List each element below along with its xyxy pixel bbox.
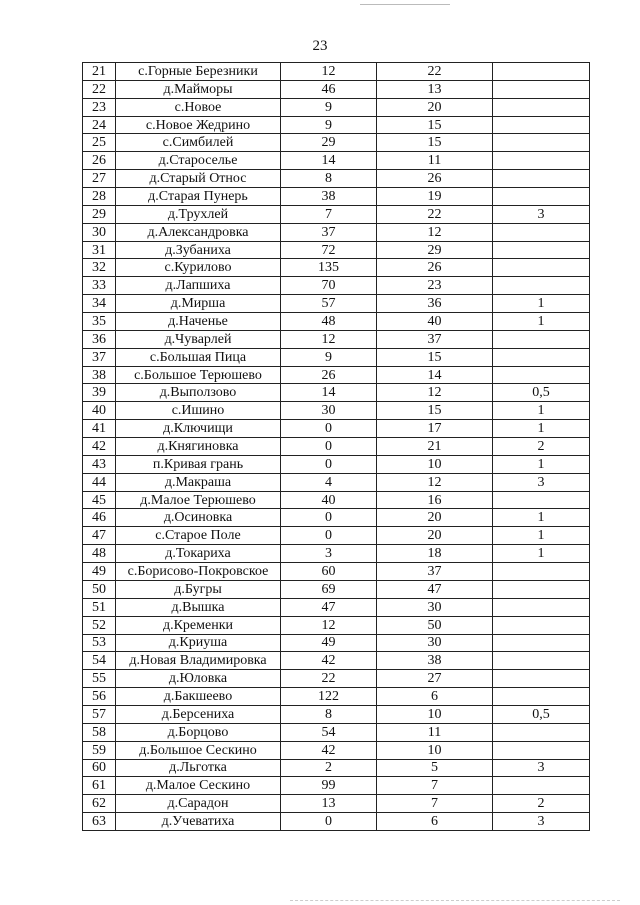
value-col3-cell: 42: [281, 741, 377, 759]
row-number-cell: 59: [83, 741, 116, 759]
value-col4-cell: 20: [377, 527, 493, 545]
row-number-cell: 56: [83, 688, 116, 706]
value-col4-cell: 10: [377, 705, 493, 723]
settlement-name-cell: д.Старый Относ: [116, 170, 281, 188]
table-row: [83, 777, 590, 795]
value-col5-cell: 0,5: [493, 384, 590, 402]
value-col5-cell: [493, 152, 590, 170]
value-col4-cell: 6: [377, 688, 493, 706]
value-col3-cell: 0: [281, 813, 377, 831]
table-row: [83, 188, 590, 206]
value-col3-cell: 12: [281, 616, 377, 634]
row-number-cell: 48: [83, 545, 116, 563]
row-number-cell: 60: [83, 759, 116, 777]
row-number-cell: 46: [83, 509, 116, 527]
table-row: [83, 688, 590, 706]
settlement-name-cell: д.Учеватиха: [116, 813, 281, 831]
table-row: [83, 563, 590, 581]
row-number-cell: 58: [83, 723, 116, 741]
value-col3-cell: 22: [281, 670, 377, 688]
settlement-name-cell: с.Горные Березники: [116, 63, 281, 81]
value-col4-cell: 22: [377, 63, 493, 81]
table-body: [83, 63, 590, 831]
table-row: [83, 259, 590, 277]
table-row: [83, 741, 590, 759]
table-row: [83, 527, 590, 545]
value-col5-cell: 1: [493, 509, 590, 527]
row-number-cell: 39: [83, 384, 116, 402]
row-number-cell: 45: [83, 491, 116, 509]
value-col5-cell: [493, 688, 590, 706]
value-col5-cell: 2: [493, 795, 590, 813]
value-col5-cell: 1: [493, 295, 590, 313]
settlement-name-cell: д.Борцово: [116, 723, 281, 741]
row-number-cell: 35: [83, 313, 116, 331]
value-col3-cell: 69: [281, 580, 377, 598]
scan-artifact-line: [360, 4, 450, 5]
table-row: [83, 241, 590, 259]
table-row: [83, 134, 590, 152]
value-col5-cell: [493, 259, 590, 277]
value-col5-cell: [493, 134, 590, 152]
value-col5-cell: [493, 491, 590, 509]
row-number-cell: 33: [83, 277, 116, 295]
value-col3-cell: 12: [281, 63, 377, 81]
value-col4-cell: 13: [377, 80, 493, 98]
value-col4-cell: 12: [377, 223, 493, 241]
value-col4-cell: 21: [377, 438, 493, 456]
value-col3-cell: 37: [281, 223, 377, 241]
table-row: [83, 634, 590, 652]
value-col5-cell: [493, 652, 590, 670]
table-row: [83, 491, 590, 509]
value-col4-cell: 19: [377, 188, 493, 206]
row-number-cell: 51: [83, 598, 116, 616]
settlements-table: [82, 62, 590, 831]
value-col4-cell: 10: [377, 741, 493, 759]
row-number-cell: 44: [83, 473, 116, 491]
value-col5-cell: [493, 616, 590, 634]
table-row: [83, 545, 590, 563]
value-col4-cell: 38: [377, 652, 493, 670]
value-col5-cell: 3: [493, 473, 590, 491]
value-col4-cell: 11: [377, 152, 493, 170]
value-col3-cell: 54: [281, 723, 377, 741]
row-number-cell: 62: [83, 795, 116, 813]
table-row: [83, 63, 590, 81]
table-row: [83, 473, 590, 491]
table-row: [83, 80, 590, 98]
value-col4-cell: 30: [377, 598, 493, 616]
row-number-cell: 47: [83, 527, 116, 545]
table-row: [83, 98, 590, 116]
value-col3-cell: 8: [281, 705, 377, 723]
table-row: [83, 705, 590, 723]
table-row: [83, 295, 590, 313]
row-number-cell: 27: [83, 170, 116, 188]
value-col4-cell: 10: [377, 455, 493, 473]
value-col3-cell: 72: [281, 241, 377, 259]
settlement-name-cell: д.Малое Терюшево: [116, 491, 281, 509]
settlement-name-cell: д.Новая Владимировка: [116, 652, 281, 670]
table-row: [83, 455, 590, 473]
value-col4-cell: 15: [377, 134, 493, 152]
row-number-cell: 37: [83, 348, 116, 366]
value-col5-cell: [493, 598, 590, 616]
row-number-cell: 23: [83, 98, 116, 116]
row-number-cell: 50: [83, 580, 116, 598]
value-col5-cell: [493, 330, 590, 348]
value-col3-cell: 14: [281, 384, 377, 402]
table-row: [83, 759, 590, 777]
value-col4-cell: 20: [377, 509, 493, 527]
row-number-cell: 22: [83, 80, 116, 98]
value-col5-cell: [493, 170, 590, 188]
value-col3-cell: 70: [281, 277, 377, 295]
settlement-name-cell: д.Трухлей: [116, 205, 281, 223]
value-col5-cell: 1: [493, 313, 590, 331]
settlement-name-cell: д.Вышка: [116, 598, 281, 616]
settlement-name-cell: д.Княгиновка: [116, 438, 281, 456]
value-col4-cell: 18: [377, 545, 493, 563]
value-col4-cell: 16: [377, 491, 493, 509]
table-row: [83, 580, 590, 598]
settlement-name-cell: д.Сарадон: [116, 795, 281, 813]
table-row: [83, 170, 590, 188]
value-col5-cell: [493, 277, 590, 295]
value-col5-cell: [493, 188, 590, 206]
settlement-name-cell: д.Кременки: [116, 616, 281, 634]
value-col3-cell: 9: [281, 348, 377, 366]
value-col3-cell: 14: [281, 152, 377, 170]
row-number-cell: 31: [83, 241, 116, 259]
value-col5-cell: [493, 348, 590, 366]
settlement-name-cell: д.Макраша: [116, 473, 281, 491]
value-col5-cell: [493, 777, 590, 795]
value-col3-cell: 40: [281, 491, 377, 509]
table-row: [83, 384, 590, 402]
value-col4-cell: 14: [377, 366, 493, 384]
row-number-cell: 57: [83, 705, 116, 723]
value-col4-cell: 20: [377, 98, 493, 116]
table-row: [83, 795, 590, 813]
row-number-cell: 34: [83, 295, 116, 313]
table-row: [83, 277, 590, 295]
value-col5-cell: [493, 563, 590, 581]
value-col4-cell: 7: [377, 795, 493, 813]
value-col5-cell: 3: [493, 813, 590, 831]
table-row: [83, 313, 590, 331]
value-col3-cell: 122: [281, 688, 377, 706]
settlement-name-cell: д.Мирша: [116, 295, 281, 313]
settlement-name-cell: д.Выползово: [116, 384, 281, 402]
settlement-name-cell: д.Лапшиха: [116, 277, 281, 295]
table-row: [83, 723, 590, 741]
settlement-name-cell: д.Льготка: [116, 759, 281, 777]
table-row: [83, 366, 590, 384]
settlement-name-cell: с.Ишино: [116, 402, 281, 420]
row-number-cell: 53: [83, 634, 116, 652]
value-col4-cell: 37: [377, 563, 493, 581]
value-col5-cell: 1: [493, 527, 590, 545]
value-col4-cell: 29: [377, 241, 493, 259]
value-col3-cell: 47: [281, 598, 377, 616]
value-col3-cell: 8: [281, 170, 377, 188]
value-col4-cell: 47: [377, 580, 493, 598]
settlement-name-cell: с.Большая Пица: [116, 348, 281, 366]
settlement-name-cell: с.Борисово-Покровское: [116, 563, 281, 581]
row-number-cell: 40: [83, 402, 116, 420]
row-number-cell: 24: [83, 116, 116, 134]
settlement-name-cell: д.Криуша: [116, 634, 281, 652]
value-col3-cell: 9: [281, 116, 377, 134]
value-col3-cell: 3: [281, 545, 377, 563]
value-col5-cell: [493, 80, 590, 98]
value-col4-cell: 36: [377, 295, 493, 313]
value-col5-cell: 1: [493, 545, 590, 563]
value-col3-cell: 48: [281, 313, 377, 331]
value-col5-cell: [493, 741, 590, 759]
value-col3-cell: 7: [281, 205, 377, 223]
table-row: [83, 116, 590, 134]
page-number: 23: [312, 38, 328, 54]
value-col4-cell: 37: [377, 330, 493, 348]
table-row: [83, 152, 590, 170]
table-row: [83, 598, 590, 616]
value-col3-cell: 13: [281, 795, 377, 813]
settlement-name-cell: с.Старое Поле: [116, 527, 281, 545]
row-number-cell: 38: [83, 366, 116, 384]
table-row: [83, 205, 590, 223]
value-col5-cell: 1: [493, 420, 590, 438]
settlement-name-cell: д.Осиновка: [116, 509, 281, 527]
value-col3-cell: 0: [281, 509, 377, 527]
value-col3-cell: 42: [281, 652, 377, 670]
row-number-cell: 49: [83, 563, 116, 581]
value-col3-cell: 9: [281, 98, 377, 116]
value-col3-cell: 135: [281, 259, 377, 277]
row-number-cell: 26: [83, 152, 116, 170]
value-col3-cell: 57: [281, 295, 377, 313]
row-number-cell: 52: [83, 616, 116, 634]
settlement-name-cell: д.Большое Сескино: [116, 741, 281, 759]
value-col3-cell: 0: [281, 420, 377, 438]
value-col5-cell: [493, 116, 590, 134]
settlement-name-cell: д.Майморы: [116, 80, 281, 98]
value-col3-cell: 0: [281, 455, 377, 473]
row-number-cell: 61: [83, 777, 116, 795]
value-col5-cell: 0,5: [493, 705, 590, 723]
value-col3-cell: 26: [281, 366, 377, 384]
value-col4-cell: 11: [377, 723, 493, 741]
value-col4-cell: 6: [377, 813, 493, 831]
value-col5-cell: 3: [493, 205, 590, 223]
value-col3-cell: 49: [281, 634, 377, 652]
settlement-name-cell: с.Большое Терюшево: [116, 366, 281, 384]
value-col3-cell: 46: [281, 80, 377, 98]
row-number-cell: 42: [83, 438, 116, 456]
row-number-cell: 30: [83, 223, 116, 241]
value-col3-cell: 2: [281, 759, 377, 777]
settlement-name-cell: с.Курилово: [116, 259, 281, 277]
value-col4-cell: 12: [377, 473, 493, 491]
value-col4-cell: 27: [377, 670, 493, 688]
row-number-cell: 29: [83, 205, 116, 223]
value-col4-cell: 15: [377, 402, 493, 420]
table-row: [83, 438, 590, 456]
value-col5-cell: [493, 98, 590, 116]
value-col4-cell: 15: [377, 116, 493, 134]
settlement-name-cell: д.Чуварлей: [116, 330, 281, 348]
row-number-cell: 25: [83, 134, 116, 152]
value-col5-cell: [493, 241, 590, 259]
settlement-name-cell: п.Кривая грань: [116, 455, 281, 473]
value-col4-cell: 26: [377, 259, 493, 277]
value-col5-cell: [493, 670, 590, 688]
value-col3-cell: 0: [281, 438, 377, 456]
value-col4-cell: 5: [377, 759, 493, 777]
row-number-cell: 21: [83, 63, 116, 81]
value-col4-cell: 26: [377, 170, 493, 188]
settlement-name-cell: с.Симбилей: [116, 134, 281, 152]
row-number-cell: 28: [83, 188, 116, 206]
value-col3-cell: 30: [281, 402, 377, 420]
value-col5-cell: 1: [493, 402, 590, 420]
value-col5-cell: [493, 634, 590, 652]
table-row: [83, 509, 590, 527]
value-col4-cell: 17: [377, 420, 493, 438]
settlement-name-cell: д.Юловка: [116, 670, 281, 688]
settlement-name-cell: с.Новое: [116, 98, 281, 116]
value-col5-cell: 3: [493, 759, 590, 777]
value-col5-cell: [493, 723, 590, 741]
value-col4-cell: 50: [377, 616, 493, 634]
value-col5-cell: [493, 366, 590, 384]
value-col3-cell: 99: [281, 777, 377, 795]
row-number-cell: 36: [83, 330, 116, 348]
value-col4-cell: 22: [377, 205, 493, 223]
value-col4-cell: 40: [377, 313, 493, 331]
table-row: [83, 420, 590, 438]
settlement-name-cell: д.Наченье: [116, 313, 281, 331]
value-col5-cell: [493, 223, 590, 241]
settlement-name-cell: д.Староселье: [116, 152, 281, 170]
row-number-cell: 32: [83, 259, 116, 277]
value-col3-cell: 0: [281, 527, 377, 545]
settlement-name-cell: д.Александровка: [116, 223, 281, 241]
value-col4-cell: 7: [377, 777, 493, 795]
value-col4-cell: 30: [377, 634, 493, 652]
value-col3-cell: 4: [281, 473, 377, 491]
settlement-name-cell: д.Токариха: [116, 545, 281, 563]
settlement-name-cell: с.Новое Жедрино: [116, 116, 281, 134]
table-row: [83, 348, 590, 366]
table-row: [83, 330, 590, 348]
value-col3-cell: 29: [281, 134, 377, 152]
value-col4-cell: 23: [377, 277, 493, 295]
settlement-name-cell: д.Бугры: [116, 580, 281, 598]
settlement-name-cell: д.Старая Пунерь: [116, 188, 281, 206]
value-col5-cell: 2: [493, 438, 590, 456]
value-col3-cell: 38: [281, 188, 377, 206]
value-col3-cell: 60: [281, 563, 377, 581]
row-number-cell: 54: [83, 652, 116, 670]
settlement-name-cell: д.Бакшеево: [116, 688, 281, 706]
row-number-cell: 55: [83, 670, 116, 688]
value-col4-cell: 12: [377, 384, 493, 402]
row-number-cell: 63: [83, 813, 116, 831]
row-number-cell: 43: [83, 455, 116, 473]
table-row: [83, 616, 590, 634]
row-number-cell: 41: [83, 420, 116, 438]
table-row: [83, 652, 590, 670]
table-row: [83, 223, 590, 241]
settlement-name-cell: д.Зубаниха: [116, 241, 281, 259]
value-col5-cell: 1: [493, 455, 590, 473]
table-row: [83, 402, 590, 420]
value-col3-cell: 12: [281, 330, 377, 348]
settlement-name-cell: д.Ключищи: [116, 420, 281, 438]
scan-artifact-line: [290, 900, 620, 901]
settlement-name-cell: д.Малое Сескино: [116, 777, 281, 795]
value-col5-cell: [493, 580, 590, 598]
table-row: [83, 813, 590, 831]
value-col5-cell: [493, 63, 590, 81]
value-col4-cell: 15: [377, 348, 493, 366]
settlement-name-cell: д.Берсениха: [116, 705, 281, 723]
table-row: [83, 670, 590, 688]
